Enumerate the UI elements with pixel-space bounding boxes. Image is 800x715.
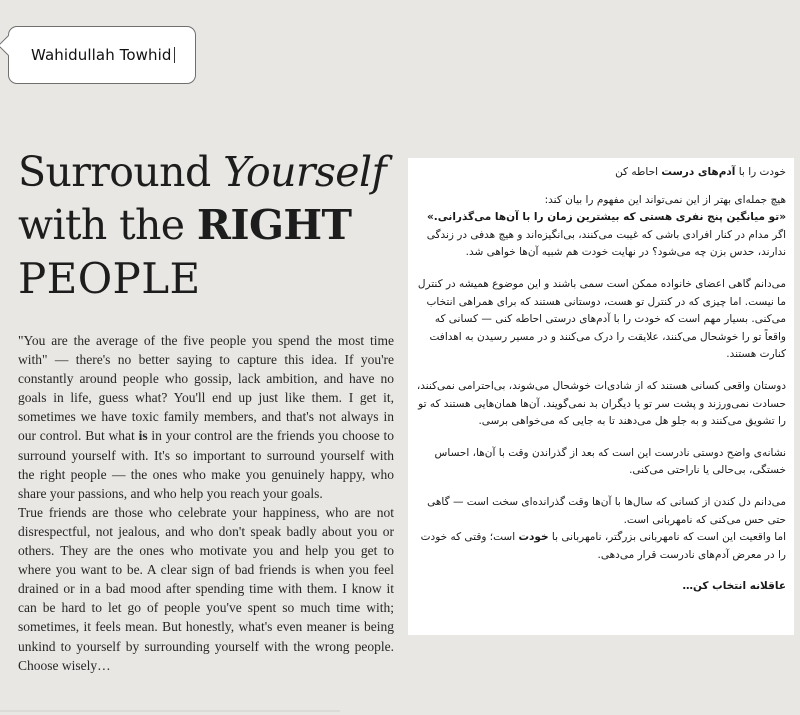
author-name [31,46,175,64]
english-p1-bold: is [138,428,148,444]
persian-p5-bold: خودت [518,531,549,544]
divider [0,710,340,712]
persian-title-bold: آدم‌های درست [661,166,736,178]
headline-line-1 [18,146,408,199]
author-tag-bubble[interactable] [8,26,196,84]
persian-paragraph-2: می‌دانم گاهی اعضای خانواده ممکن است سمی باشند و این موضوع همیشه در کنترل ما نیست. اما چیزی که در کنترل تو هست، دوستانی هستند که برای همراهی انتخاب می‌کنی. بسیار مهم است که خودت را با آدم‌های درستی احاطه کنی — کسانی که واقعاً تو را خوشحال می‌کنند، علایقت را درک می‌کنند و در مسیر رسیدن به اهدافت کنارت هستند. [417,277,786,361]
persian-paragraph-1 [416,192,786,262]
headline-words-with-the: with the [18,201,197,249]
headline-line-2 [18,199,408,252]
persian-p1-intro: هیچ جمله‌ای بهتر از این نمی‌تواند این مفهوم را بیان کند: [544,193,786,206]
headline-word-yourself: Yourself [223,148,387,196]
english-p1-part-b: in your control are the friends you choose to surround yourself with. It's so important to surround yourself with the right people — the ones who make you genuinely happy, who share your passions, and who help you reach your goals. [18,428,395,501]
headline-line-3: PEOPLE [18,254,201,303]
persian-paragraph-3: دوستان واقعی کسانی هستند که از شادی‌ات خوشحال می‌شوند، بی‌احترامی نمی‌کنند، حسادت نمی‌ورزند و پشت سر تو یا دیگران بد نمی‌گویند. آن‌ها همان‌هایی هستند که تو را تشویق می‌کنند و به جلو هل می‌دهند تا به جایی که می‌خواهی برسی. [416,379,786,428]
persian-panel [408,158,794,635]
author-name-text: Wahidullah Towhid [31,46,172,64]
persian-p5-a: می‌دانم دل کندن از کسانی که سال‌ها با آن‌ها وقت گذرانده‌ای سخت است — گاهی حتی حس می‌کنی که نامهربانی است. [427,495,786,526]
english-paragraph-2: True friends are those who celebrate your happiness, who are not disrespectful, not jealous, and who don't speak badly about you or others. They are the ones who motivate you and help you get to where you want to be. A clear sign of bad friends is when you feel drained or in a bad mood after spending time with them. I know it can be hard to let go of people you've spent so much time with; sometimes, it feels mean. But honestly, what's even meaner is being unkind to yourself by surrounding yourself with the wrong people. Choose wisely… [18,504,394,673]
text-caret [174,47,175,63]
persian-p5-b2: است؛ وقتی که خودت را در معرض آدم‌های نادرست قرار می‌دهی. [420,531,786,561]
persian-paragraph-5 [416,494,786,564]
persian-p1-rest: اگر مدام در کنار افرادی باشی که غیبت می‌کنند، بی‌انگیزه‌اند و هیچ هدفی در زندگی ندارند، حدس بزن چه می‌شود؟ در نهایت خودت هم شبیه آن‌ها خواهی شد. [426,228,786,259]
persian-paragraph-4: نشانه‌ی واضح دوستی نادرست این است که بعد از گذراندن وقت با آن‌ها، احساس خستگی، بی‌حالی یا ناراحتی می‌کنی. [434,446,786,477]
persian-title-a: خودت را با [735,166,786,178]
persian-title-b: احاطه کن [615,166,662,178]
english-p1-part-a: "You are the average of the five people you spend the most time with" — there's no better saying to capture this idea. If you're constantly around people who gossip, lack ambition, and have no goals in life, guess what? You'll end up just like them. I get it, sometimes we have toxic family members, and that's not always in our control. But what [18,333,394,444]
english-body [18,331,394,675]
persian-p5-b1: اما واقعیت این است که نامهربانی بزرگتر، نامهربانی با [548,531,786,544]
persian-closing [416,578,786,596]
persian-p1-quote: «تو میانگین پنج نفری هستی که بیشترین زمان را با آن‌ها می‌گذرانی.» [427,211,786,224]
headline [18,146,408,305]
headline-word-right: RIGHT [196,201,352,249]
headline-word-surround: Surround [18,148,224,196]
persian-closing-text: عاقلانه انتخاب کن… [682,580,786,593]
persian-title [416,164,786,182]
english-paragraph-1 [18,331,394,503]
bubble-tail [0,35,19,56]
